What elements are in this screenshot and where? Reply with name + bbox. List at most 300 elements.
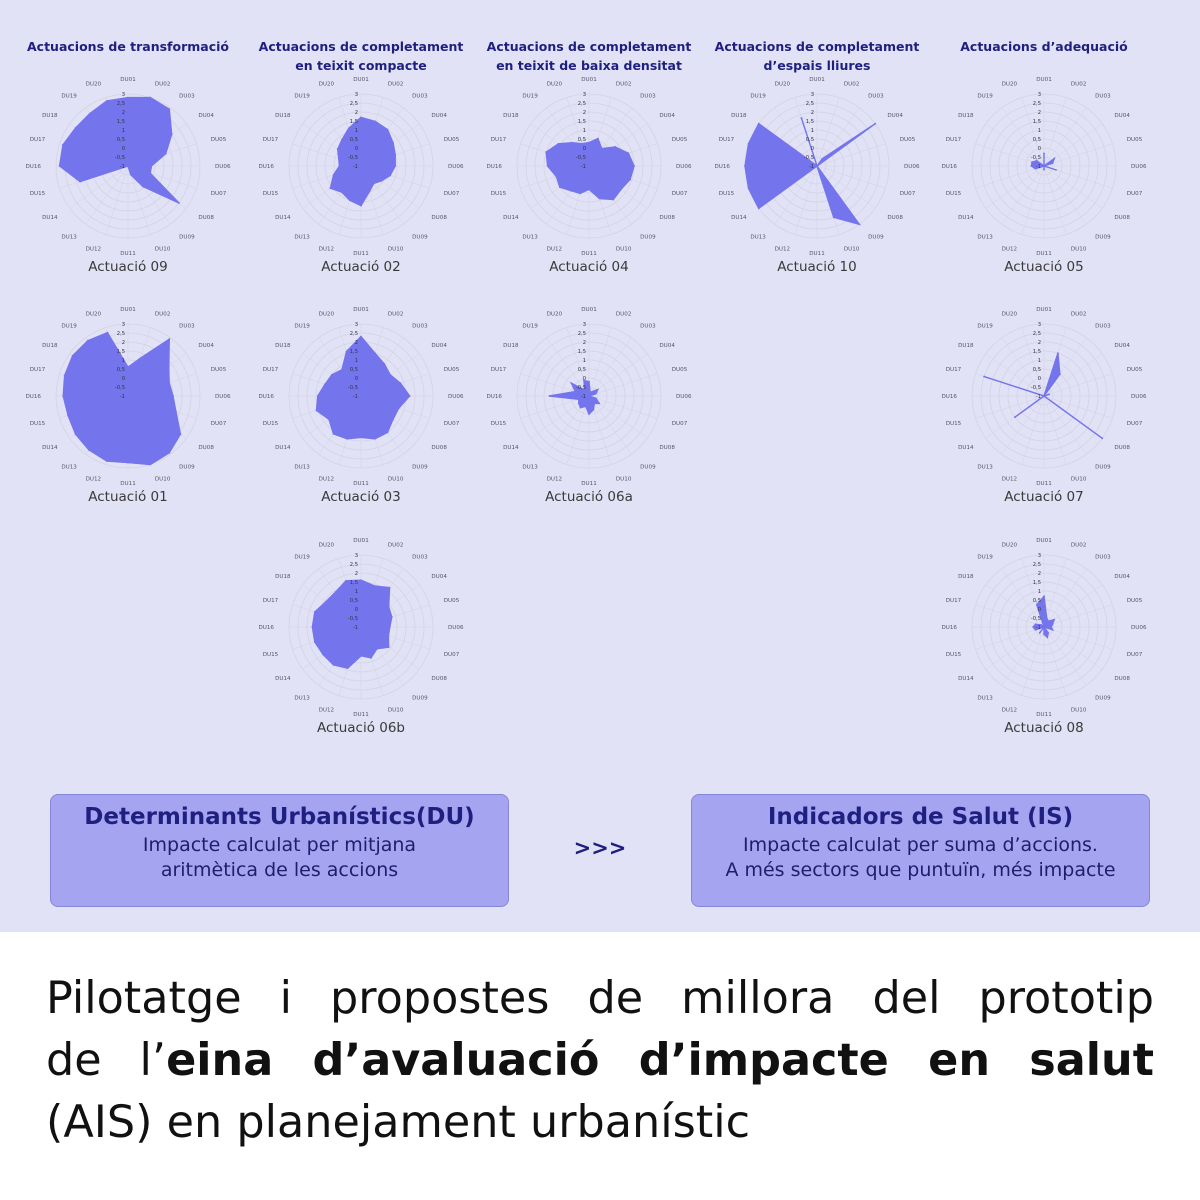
tick-label: -1 <box>580 164 586 171</box>
tick-label: 0 <box>582 146 586 153</box>
tick-label: 1,5 <box>805 119 814 126</box>
category-label: DU11 <box>1036 712 1052 718</box>
category-label: DU10 <box>615 476 632 483</box>
data-point <box>127 366 129 368</box>
category-label: DU14 <box>958 445 974 452</box>
category-label: DU12 <box>85 476 102 483</box>
data-point <box>347 667 349 669</box>
category-label: DU16 <box>941 625 957 631</box>
category-label: DU04 <box>198 112 214 119</box>
category-label: DU08 <box>431 215 447 222</box>
category-label: DU03 <box>412 323 428 330</box>
data-point <box>570 190 572 192</box>
data-point <box>758 207 760 209</box>
column-title-transformacio <box>13 37 243 56</box>
tick-label: 0 <box>810 146 814 153</box>
tick-label: 2 <box>582 340 586 347</box>
data-point <box>545 151 547 153</box>
category-label: DU13 <box>977 234 993 241</box>
tick-label: 1 <box>1037 358 1041 365</box>
category-label: DU16 <box>258 394 274 400</box>
category-label: DU10 <box>1070 476 1087 483</box>
chart-title: Actuació 06a <box>545 489 633 505</box>
category-label: DU08 <box>431 676 447 683</box>
data-point <box>1046 636 1048 638</box>
category-label: DU02 <box>387 542 404 549</box>
category-label: DU04 <box>198 342 214 349</box>
data-point <box>333 433 335 435</box>
category-label: DU04 <box>431 342 447 349</box>
category-label: DU18 <box>275 342 291 349</box>
data-point <box>360 336 362 338</box>
category-label: DU05 <box>1126 598 1143 605</box>
tick-label: -0,5 <box>347 616 358 623</box>
tick-label: 0,5 <box>116 367 125 374</box>
category-label: DU12 <box>85 246 102 253</box>
category-label: DU09 <box>1095 464 1111 471</box>
data-point <box>127 462 129 464</box>
data-point <box>168 452 170 454</box>
data-point <box>388 646 390 648</box>
category-label: DU02 <box>154 81 171 88</box>
tick-label: -0,5 <box>575 385 586 392</box>
data-point <box>1043 633 1045 635</box>
tick-label: 0 <box>1037 146 1041 153</box>
category-label: DU05 <box>671 137 688 144</box>
category-label: DU08 <box>1114 676 1130 683</box>
category-label: DU10 <box>615 246 632 253</box>
category-label: DU15 <box>945 651 962 658</box>
category-label: DU01 <box>120 77 136 83</box>
du-info-box <box>50 794 509 907</box>
data-point <box>858 223 860 225</box>
category-label: DU13 <box>750 234 766 241</box>
tick-label: 2,5 <box>349 562 358 569</box>
data-point <box>389 374 391 376</box>
tick-label: 1,5 <box>577 119 586 126</box>
category-label: DU19 <box>977 323 993 330</box>
data-point <box>389 587 391 589</box>
category-label: DU13 <box>977 464 993 471</box>
category-label: DU10 <box>387 246 404 253</box>
category-label: DU12 <box>774 246 791 253</box>
tick-label: 1,5 <box>116 119 125 126</box>
column-title-line: Actuacions de completament <box>714 39 920 54</box>
category-label: DU20 <box>546 81 563 88</box>
category-label: DU03 <box>179 93 195 100</box>
data-point <box>75 127 77 129</box>
data-point <box>348 127 350 129</box>
category-label: DU11 <box>120 481 136 487</box>
data-point <box>391 616 393 618</box>
data-point <box>589 392 591 394</box>
tick-label: 3 <box>354 322 358 329</box>
category-label: DU08 <box>659 215 675 222</box>
radar-chart <box>25 66 231 266</box>
data-point <box>337 148 339 150</box>
data-point <box>314 641 316 643</box>
data-point <box>373 585 375 587</box>
data-point <box>394 154 396 156</box>
category-label: DU18 <box>42 342 58 349</box>
chart-title: Actuació 04 <box>549 259 629 275</box>
category-label: DU19 <box>294 323 310 330</box>
category-label: DU10 <box>843 246 860 253</box>
category-label: DU12 <box>1001 246 1018 253</box>
data-point <box>1050 626 1052 628</box>
data-point <box>1052 162 1054 164</box>
data-polygon <box>312 580 391 668</box>
tick-label: -0,5 <box>1030 385 1041 392</box>
tick-label: 1,5 <box>349 349 358 356</box>
data-point <box>380 180 382 182</box>
data-point <box>317 395 319 397</box>
category-label: DU13 <box>522 234 538 241</box>
category-label: DU16 <box>714 164 730 170</box>
data-point <box>558 143 560 145</box>
category-label: DU14 <box>275 215 291 222</box>
category-label: DU13 <box>294 695 310 702</box>
data-point <box>1043 626 1045 628</box>
tick-label: 3 <box>1037 322 1041 329</box>
tick-label: 0 <box>354 376 358 383</box>
category-label: DU20 <box>318 81 335 88</box>
category-label: DU17 <box>262 598 279 605</box>
category-label: DU13 <box>977 695 993 702</box>
data-point <box>312 626 314 628</box>
category-label: DU02 <box>387 311 404 318</box>
tick-label: -1 <box>1035 625 1041 632</box>
tick-label: 2,5 <box>349 101 358 108</box>
data-point <box>874 123 876 125</box>
category-label: DU10 <box>387 476 404 483</box>
tick-label: 0,5 <box>349 137 358 144</box>
category-label: DU16 <box>258 164 274 170</box>
category-label: DU09 <box>412 695 428 702</box>
grid-spoke <box>1044 144 1112 166</box>
category-label: DU03 <box>640 93 656 100</box>
data-point <box>149 172 151 174</box>
category-label: DU08 <box>198 445 214 452</box>
data-point <box>1052 629 1054 631</box>
data-point <box>106 460 108 462</box>
category-label: DU12 <box>1001 476 1018 483</box>
category-label: DU18 <box>958 573 974 580</box>
category-label: DU08 <box>887 215 903 222</box>
data-point <box>341 139 343 141</box>
tick-label: 1,5 <box>349 119 358 126</box>
tick-label: 0 <box>1037 607 1041 614</box>
category-label: DU20 <box>85 311 102 318</box>
category-label: DU12 <box>546 246 563 253</box>
data-point <box>1032 626 1034 628</box>
tick-label: -0,5 <box>1030 155 1041 162</box>
category-label: DU10 <box>154 246 171 253</box>
category-label: DU06 <box>1131 625 1147 631</box>
tick-label: -0,5 <box>803 155 814 162</box>
data-point <box>389 175 391 177</box>
column-title-line: Actuacions d’adequació <box>960 39 1128 54</box>
chart-title: Actuació 03 <box>321 489 401 505</box>
data-point <box>339 165 341 167</box>
tick-label: -0,5 <box>347 385 358 392</box>
data-point <box>597 138 599 140</box>
data-point <box>801 117 803 119</box>
category-label: DU05 <box>210 367 227 374</box>
data-point <box>331 374 333 376</box>
data-point <box>633 165 635 167</box>
data-point <box>333 664 335 666</box>
category-label: DU15 <box>945 190 962 197</box>
category-label: DU14 <box>731 215 747 222</box>
data-point <box>1031 165 1033 167</box>
data-point <box>1043 153 1045 155</box>
data-point <box>346 351 348 353</box>
category-label: DU09 <box>640 464 656 471</box>
data-point <box>370 657 372 659</box>
category-label: DU03 <box>412 554 428 561</box>
category-label: DU04 <box>431 112 447 119</box>
tick-label: 2,5 <box>805 101 814 108</box>
data-point <box>335 591 337 593</box>
data-point <box>1031 161 1033 163</box>
data-point <box>1059 373 1061 375</box>
radar-chart <box>941 66 1147 266</box>
tick-label: -0,5 <box>575 155 586 162</box>
data-point <box>547 165 549 167</box>
data-point <box>59 165 61 167</box>
category-label: DU02 <box>615 311 632 318</box>
data-point <box>833 216 835 218</box>
data-point <box>175 411 177 413</box>
tick-label: 0 <box>121 146 125 153</box>
tick-label: -0,5 <box>347 155 358 162</box>
data-point <box>389 626 391 628</box>
category-label: DU07 <box>1126 190 1143 197</box>
data-point <box>149 464 151 466</box>
tick-label: 0 <box>1037 376 1041 383</box>
category-label: DU02 <box>615 81 632 88</box>
category-label: DU17 <box>262 137 279 144</box>
data-point <box>139 357 141 359</box>
tick-label: 2 <box>1037 340 1041 347</box>
data-point <box>387 432 389 434</box>
data-point <box>360 437 362 439</box>
caption-line-2-normal: de l’ <box>46 1035 167 1086</box>
du-box-line: Impacte calculat per mitjana <box>142 834 417 856</box>
radar-chart <box>941 296 1147 496</box>
category-label: DU13 <box>522 464 538 471</box>
is-box-line: Impacte calculat per suma d’accions. <box>743 834 1098 856</box>
data-point <box>127 165 129 167</box>
category-label: DU07 <box>210 420 227 427</box>
category-label: DU14 <box>42 445 58 452</box>
category-label: DU03 <box>412 93 428 100</box>
category-label: DU04 <box>1114 342 1130 349</box>
category-label: DU17 <box>490 367 507 374</box>
category-label: DU18 <box>275 573 291 580</box>
category-label: DU12 <box>318 246 335 253</box>
grid-spoke <box>106 166 128 234</box>
tick-label: 0,5 <box>1032 598 1041 605</box>
category-label: DU06 <box>215 394 231 400</box>
data-point <box>1048 393 1050 395</box>
data-point <box>168 382 170 384</box>
category-label: DU17 <box>29 137 46 144</box>
grid-spoke <box>589 396 657 418</box>
data-point <box>79 181 81 183</box>
data-point <box>392 418 394 420</box>
data-point <box>627 152 629 154</box>
category-label: DU14 <box>958 676 974 683</box>
category-label: DU01 <box>353 538 369 544</box>
data-point <box>748 143 750 145</box>
tick-label: 3 <box>354 92 358 99</box>
data-point <box>374 352 376 354</box>
data-point <box>72 355 74 357</box>
category-label: DU12 <box>318 707 335 714</box>
category-label: DU07 <box>671 420 688 427</box>
column-title-line: en teixit compacte <box>295 58 427 73</box>
caption-line-3: (AIS) en planejament urbanístic <box>46 1097 751 1148</box>
data-point <box>165 153 167 155</box>
data-point <box>67 415 69 417</box>
data-point <box>324 383 326 385</box>
category-label: DU02 <box>1070 311 1087 318</box>
category-label: DU06 <box>904 164 920 170</box>
category-label: DU19 <box>294 93 310 100</box>
tick-label: 2 <box>582 110 586 117</box>
column-title-line: Actuacions de transformació <box>27 39 229 54</box>
tick-label: 1,5 <box>1032 349 1041 356</box>
data-point <box>580 407 582 409</box>
data-point <box>1047 620 1049 622</box>
category-label: DU11 <box>581 251 597 257</box>
category-label: DU06 <box>1131 394 1147 400</box>
data-point <box>588 395 590 397</box>
data-point <box>142 185 144 187</box>
data-point <box>360 579 362 581</box>
data-point <box>1014 416 1016 418</box>
data-point <box>1043 395 1045 397</box>
category-label: DU10 <box>387 707 404 714</box>
data-point <box>387 129 389 131</box>
radar-chart <box>258 296 464 496</box>
tick-label: -1 <box>119 394 125 401</box>
data-point <box>591 391 593 393</box>
data-point <box>758 123 760 125</box>
category-label: DU18 <box>958 342 974 349</box>
category-label: DU09 <box>412 464 428 471</box>
data-point <box>360 117 362 119</box>
data-point <box>387 635 389 637</box>
data-point <box>168 108 170 110</box>
category-label: DU17 <box>945 367 962 374</box>
category-label: DU03 <box>1095 323 1111 330</box>
category-label: DU11 <box>353 251 369 257</box>
grid-spoke <box>1044 98 1066 166</box>
tick-label: 0,5 <box>349 367 358 374</box>
data-point <box>578 398 580 400</box>
data-point <box>346 438 348 440</box>
category-label: DU02 <box>154 311 171 318</box>
category-label: DU07 <box>210 190 227 197</box>
category-label: DU03 <box>868 93 884 100</box>
category-label: DU13 <box>294 464 310 471</box>
tick-label: -1 <box>808 164 814 171</box>
tick-label: 2 <box>121 340 125 347</box>
category-label: DU07 <box>1126 651 1143 658</box>
data-point <box>614 146 616 148</box>
data-point <box>394 165 396 167</box>
data-point <box>1053 619 1055 621</box>
category-label: DU09 <box>640 234 656 241</box>
tick-label: 3 <box>582 92 586 99</box>
tick-label: -1 <box>352 394 358 401</box>
data-point <box>549 395 551 397</box>
tick-label: 2 <box>1037 571 1041 578</box>
category-label: DU01 <box>1036 77 1052 83</box>
category-label: DU11 <box>1036 481 1052 487</box>
column-title-line: d’espais lliures <box>763 58 871 73</box>
category-label: DU01 <box>120 307 136 313</box>
category-label: DU14 <box>958 215 974 222</box>
category-label: DU19 <box>61 323 77 330</box>
data-point <box>149 97 151 99</box>
tick-label: 1,5 <box>577 349 586 356</box>
data-point <box>1057 352 1059 354</box>
data-point <box>373 183 375 185</box>
data-point <box>816 165 818 167</box>
tick-label: 0 <box>121 376 125 383</box>
data-point <box>62 144 64 146</box>
tick-label: 1 <box>354 358 358 365</box>
data-point <box>314 611 316 613</box>
category-label: DU11 <box>120 251 136 257</box>
tick-label: 1,5 <box>1032 580 1041 587</box>
grid-spoke <box>1044 396 1066 464</box>
data-point <box>821 158 823 160</box>
category-label: DU10 <box>1070 707 1087 714</box>
category-label: DU16 <box>25 394 41 400</box>
category-label: DU18 <box>731 112 747 119</box>
category-label: DU20 <box>85 81 102 88</box>
tick-label: 0,5 <box>577 137 586 144</box>
category-label: DU18 <box>42 112 58 119</box>
tick-label: 2 <box>354 571 358 578</box>
data-point <box>333 174 335 176</box>
tick-label: 1 <box>354 589 358 596</box>
category-label: DU01 <box>581 307 597 313</box>
category-label: DU05 <box>210 137 227 144</box>
category-label: DU17 <box>945 137 962 144</box>
category-label: DU03 <box>179 323 195 330</box>
category-label: DU11 <box>581 481 597 487</box>
tick-label: 0,5 <box>1032 367 1041 374</box>
category-label: DU07 <box>671 190 688 197</box>
data-point <box>330 187 332 189</box>
category-label: DU16 <box>486 164 502 170</box>
category-label: DU19 <box>294 554 310 561</box>
tick-label: -0,5 <box>1030 616 1041 623</box>
tick-label: 3 <box>121 92 125 99</box>
data-point <box>107 332 109 334</box>
category-label: DU17 <box>945 598 962 605</box>
category-label: DU19 <box>522 323 538 330</box>
tick-label: 0,5 <box>577 367 586 374</box>
data-point <box>629 178 631 180</box>
data-point <box>64 375 66 377</box>
